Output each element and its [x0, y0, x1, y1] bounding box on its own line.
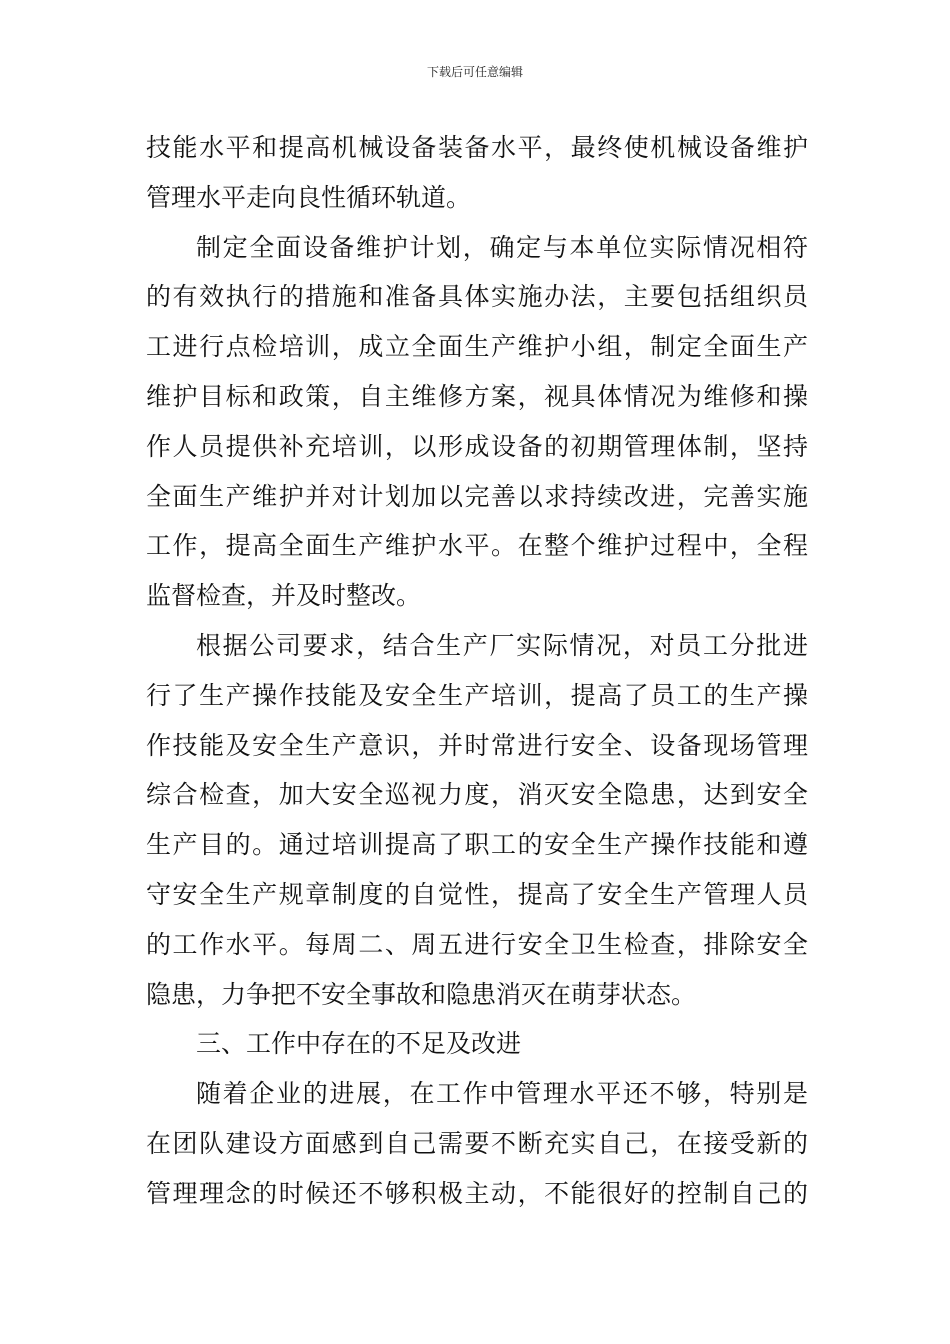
text-line: 作人员提供补充培训，以形成设备的初期管理体制，坚持	[146, 431, 808, 461]
text-line: 根据公司要求，结合生产厂实际情况，对员工分批进	[196, 630, 808, 660]
text-line: 隐患，力争把不安全事故和隐患消灭在萌芽状态。	[146, 979, 697, 1009]
text-line: 在团队建设方面感到自己需要不断充实自己，在接受新的	[146, 1128, 808, 1158]
text-line: 作技能及安全生产意识，并时常进行安全、设备现场管理	[146, 730, 808, 760]
document-body	[146, 123, 808, 1219]
text-line: 监督检查，并及时整改。	[146, 581, 422, 611]
page-header: 下载后可任意编辑	[426, 65, 523, 79]
text-line: 的有效执行的措施和准备具体实施办法，主要包括组织员	[146, 282, 808, 312]
text-line: 技能水平和提高机械设备装备水平，最终使机械设备维护	[146, 133, 808, 162]
text-line: 工作，提高全面生产维护水平。在整个维护过程中，全程	[146, 531, 808, 561]
text-line: 全面生产维护并对计划加以完善以求持续改进，完善实施	[146, 481, 808, 511]
text-line: 制定全面设备维护计划，确定与本单位实际情况相符	[196, 232, 808, 262]
text-line: 维护目标和政策，自主维修方案，视具体情况为维修和操	[146, 381, 808, 411]
text-line: 管理水平走向良性循环轨道。	[146, 182, 472, 212]
text-line: 行了生产操作技能及安全生产培训，提高了员工的生产操	[146, 680, 808, 710]
text-line: 生产目的。通过培训提高了职工的安全生产操作技能和遵	[146, 830, 808, 860]
text-line: 三、工作中存在的不足及改进	[196, 1029, 522, 1059]
text-line: 随着企业的进展，在工作中管理水平还不够，特别是	[196, 1079, 808, 1109]
text-line: 工进行点检培训，成立全面生产维护小组，制定全面生产	[146, 332, 808, 362]
text-line: 管理理念的时候还不够积极主动，不能很好的控制自己的	[146, 1178, 808, 1208]
text-line: 守安全生产规章制度的自觉性，提高了安全生产管理人员	[146, 879, 808, 909]
text-line: 的工作水平。每周二、周五进行安全卫生检查，排除安全	[146, 929, 808, 959]
text-line: 综合检查，加大安全巡视力度，消灭安全隐患，达到安全	[146, 780, 808, 810]
